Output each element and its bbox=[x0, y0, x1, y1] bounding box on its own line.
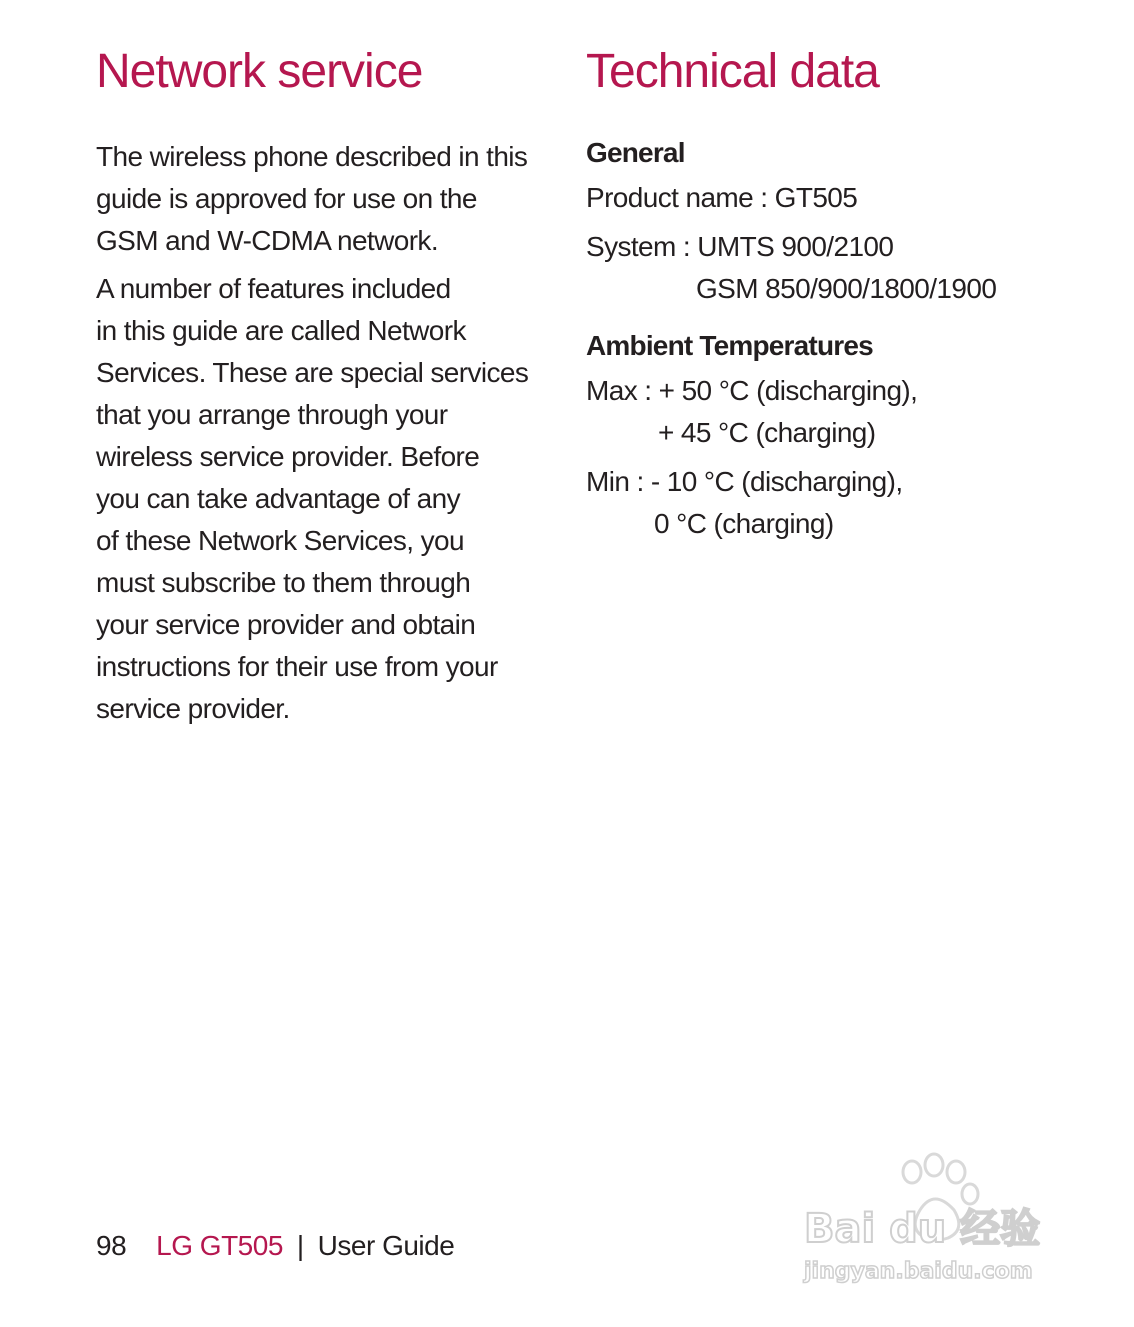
watermark-url: jingyan.baidu.com bbox=[804, 1259, 1033, 1284]
min-temp-line-1: Min : - 10 °C (discharging), bbox=[586, 466, 903, 497]
technical-data-heading: Technical data bbox=[586, 45, 879, 98]
text-line: that you arrange through your bbox=[96, 399, 448, 430]
text-line: guide is approved for use on the bbox=[96, 183, 477, 214]
system-line-2: GSM 850/900/1800/1900 bbox=[696, 273, 997, 304]
text-line: instructions for their use from your bbox=[96, 651, 498, 682]
text-line: wireless service provider. Before bbox=[96, 441, 480, 472]
system-line-1: System : UMTS 900/2100 bbox=[586, 231, 894, 262]
text-line: your service provider and obtain bbox=[96, 609, 476, 640]
text-line: must subscribe to them through bbox=[96, 567, 471, 598]
text-line: service provider. bbox=[96, 693, 290, 724]
text-line: in this guide are called Network bbox=[96, 315, 466, 346]
ambient-temperatures-subheading: Ambient Temperatures bbox=[586, 330, 873, 361]
text-line: A number of features included bbox=[96, 273, 451, 304]
text-line: Services. These are special services bbox=[96, 357, 529, 388]
text-line: of these Network Services, you bbox=[96, 525, 464, 556]
footer-model: LG GT505 bbox=[156, 1230, 283, 1261]
min-temp-line-2: 0 °C (charging) bbox=[654, 508, 834, 539]
baidu-watermark bbox=[800, 1150, 1080, 1290]
network-service-heading: Network service bbox=[96, 45, 423, 98]
footer-separator: | bbox=[296, 1230, 304, 1261]
text-line: you can take advantage of any bbox=[96, 483, 460, 514]
network-paragraph-1 bbox=[96, 136, 527, 262]
product-name: Product name : GT505 bbox=[586, 182, 858, 213]
text-line: The wireless phone described in this bbox=[96, 141, 528, 172]
general-subheading: General bbox=[586, 137, 685, 168]
paw-icon bbox=[800, 1150, 1080, 1290]
page-footer bbox=[96, 1230, 454, 1262]
network-paragraph-2 bbox=[96, 268, 528, 730]
page-number: 98 bbox=[96, 1230, 127, 1261]
max-temp-line-2: + 45 °C (charging) bbox=[658, 417, 876, 448]
watermark-brand: Bai du 经验 bbox=[804, 1206, 1041, 1252]
footer-guide: User Guide bbox=[317, 1230, 455, 1261]
text-line: GSM and W-CDMA network. bbox=[96, 225, 438, 256]
max-temp-line-1: Max : + 50 °C (discharging), bbox=[586, 375, 918, 406]
